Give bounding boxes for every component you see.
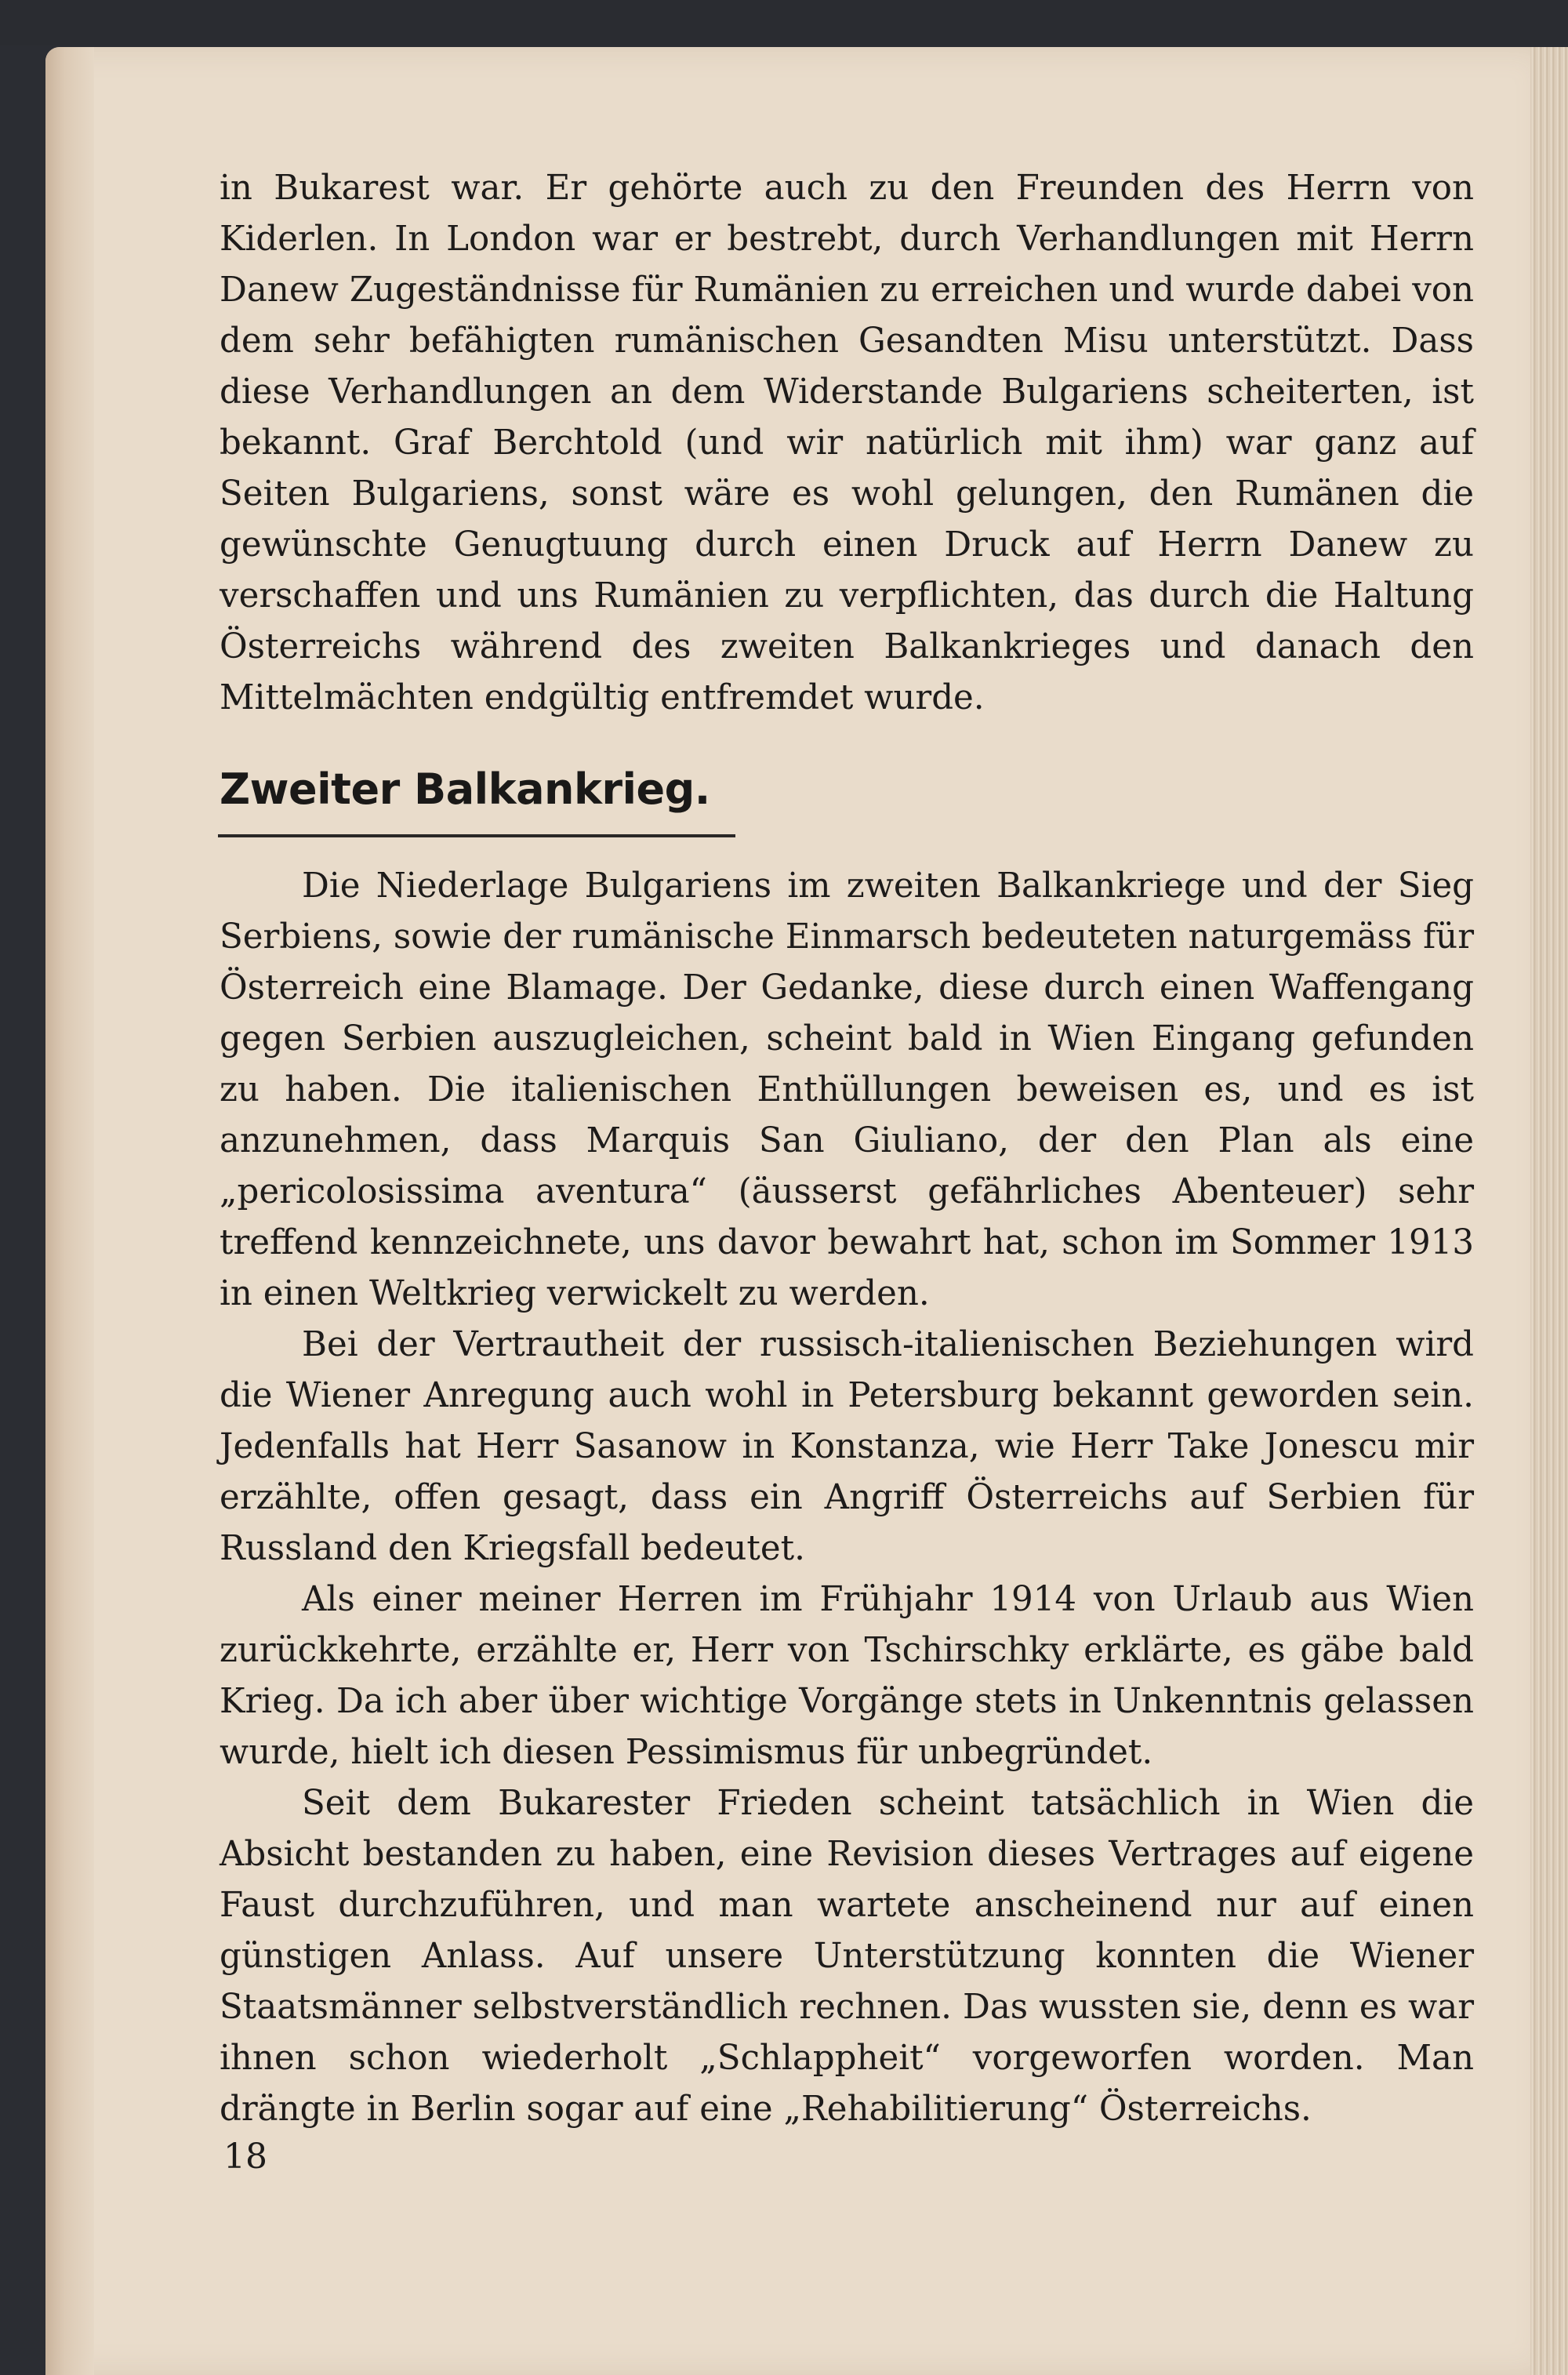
- paragraph: Bei der Vertrautheit der russisch-italienischen Beziehungen wird die Wiener Anregung auch wohl in Petersburg bekannt geworden sein. Jedenfalls hat Herr Sasanow in Konstanza, wie Herr Take Jonescu mir erzählte, offen gesagt, dass ein Angriff Österreichs auf Serbien für Russland den Kriegsfall bedeutet.: [220, 1325, 1474, 1568]
- paragraph: Die Niederlage Bulgariens im zweiten Balkankriege und der Sieg Serbiens, sowie der rumänische Einmarsch bedeuteten naturgemäss für Österreich eine Blamage. Der Gedanke, diese durch einen Waffengang gegen Serbien auszugleichen, scheint bald in Wien Eingang gefunden zu haben. Die italienischen Enthüllungen beweisen es, und es ist anzunehmen, dass Marquis San Giuliano, der den Plan als eine „pericolosissima aventura“ (äusserst gefährliches Abenteuer) sehr treffend kennzeichnete, uns davor bewahrt hat, schon im Sommer 1913 in einen Weltkrieg verwickelt zu werden.: [220, 866, 1474, 1313]
- section-body: [220, 861, 1474, 2135]
- scan-background: [0, 0, 1568, 45]
- paragraph: Seit dem Bukarester Frieden scheint tatsächlich in Wien die Absicht bestanden zu haben, eine Revision dieses Vertrages auf eigene Faust durchzuführen, und man wartete anscheinend nur auf einen günstigen Anlass. Auf unsere Unterstützung konnten die Wiener Staatsmänner selbstverständlich rechnen. Das wussten sie, denn es war ihnen schon wiederholt „Schlappheit“ vorgeworfen worden. Man drängte in Berlin sogar auf eine „Rehabilitierung“ Österreichs.: [220, 1784, 1474, 2129]
- intro-paragraph: in Bukarest war. Er gehörte auch zu den Freunden des Herrn von Kiderlen. In London war er bestrebt, durch Verhandlungen mit Herrn Danew Zugeständnisse für Rumänien zu erreichen und wurde dabei von dem sehr befähigten rumänischen Gesandten Misu unterstützt. Dass diese Verhandlungen an dem Widerstande Bulgariens scheiterten, ist bekannt. Graf Berchtold (und wir natürlich mit ihm) war ganz auf Seiten Bulgariens, sonst wäre es wohl gelungen, den Rumänen die gewünschte Genugtuung durch einen Druck auf Herrn Danew zu verschaffen und uns Rumänien zu verpflichten, das durch die Haltung Österreichs während des zweiten Balkankrieges und danach den Mittelmächten endgültig entfremdet wurde.: [220, 169, 1474, 717]
- section-heading: Zweiter Balkankrieg.: [220, 764, 710, 814]
- paragraph: Als einer meiner Herren im Frühjahr 1914 von Urlaub aus Wien zurückkehrte, erzählte er, Herr von Tschirschky erklärte, es gäbe bald Krieg. Da ich aber über wichtige Vorgänge stets in Unkenntnis gelassen wurde, hielt ich diesen Pessimismus für unbegründet.: [220, 1580, 1474, 1772]
- page-edges: [1530, 47, 1568, 2375]
- heading-underline: [218, 834, 735, 837]
- intro-text-block: [220, 163, 1474, 724]
- page-number: 18: [223, 2137, 267, 2177]
- page-gutter: [45, 47, 94, 2375]
